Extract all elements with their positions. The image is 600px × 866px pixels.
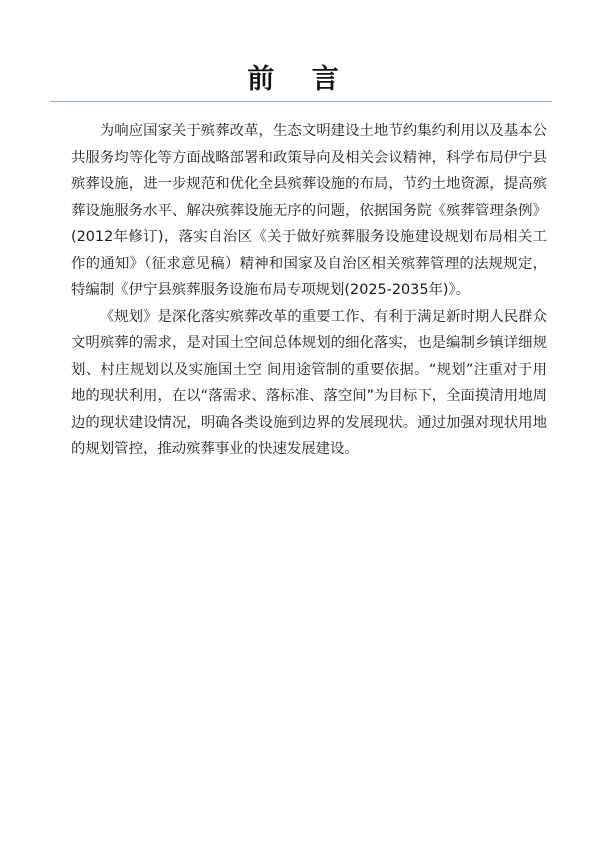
page-title: 前 言 bbox=[247, 64, 353, 95]
title-divider bbox=[50, 101, 552, 102]
paragraph-1: 为响应国家关于殡葬改革，生态文明建设土地节约集约利用以及基本公共服务均等化等方面战略部署和政策导向及相关会议精神，科学布局伊宁县殡葬设施，进一步规范和优化全县殡葬设施的布局，节约土地资源，提高殡葬设施服务水平、解决殡葬设施无序的问题，依据国务院《殡葬管理条例》(2012年修订)，落实自治区《关于做好殡葬服务设施建设规划布局相关工作的通知》（征求意见稿）精神和国家及自治区相关殡葬管理的法规规定，特编制《伊宁县殡葬服务设施布局专项规划(2025-2035年)》。 bbox=[71, 123, 547, 298]
body-text bbox=[71, 118, 547, 463]
paragraph-2: 《规划》是深化落实殡葬改革的重要工作、有利于满足新时期人民群众文明殡葬的需求，是对国土空间总体规划的细化落实，也是编制乡镇详细规划、村庄规划以及实施国土空 间用途管制的重要依据。“规划”注重对于用地的现状利用，在以“落需求、落标准、落空间”为目标下，全面摸清用地周边的现状建设情况，明确各类设施到边界的发展现状。通过加强对现状用地的规划管控，推动殡葬事业的快速发展建设。 bbox=[71, 308, 547, 457]
